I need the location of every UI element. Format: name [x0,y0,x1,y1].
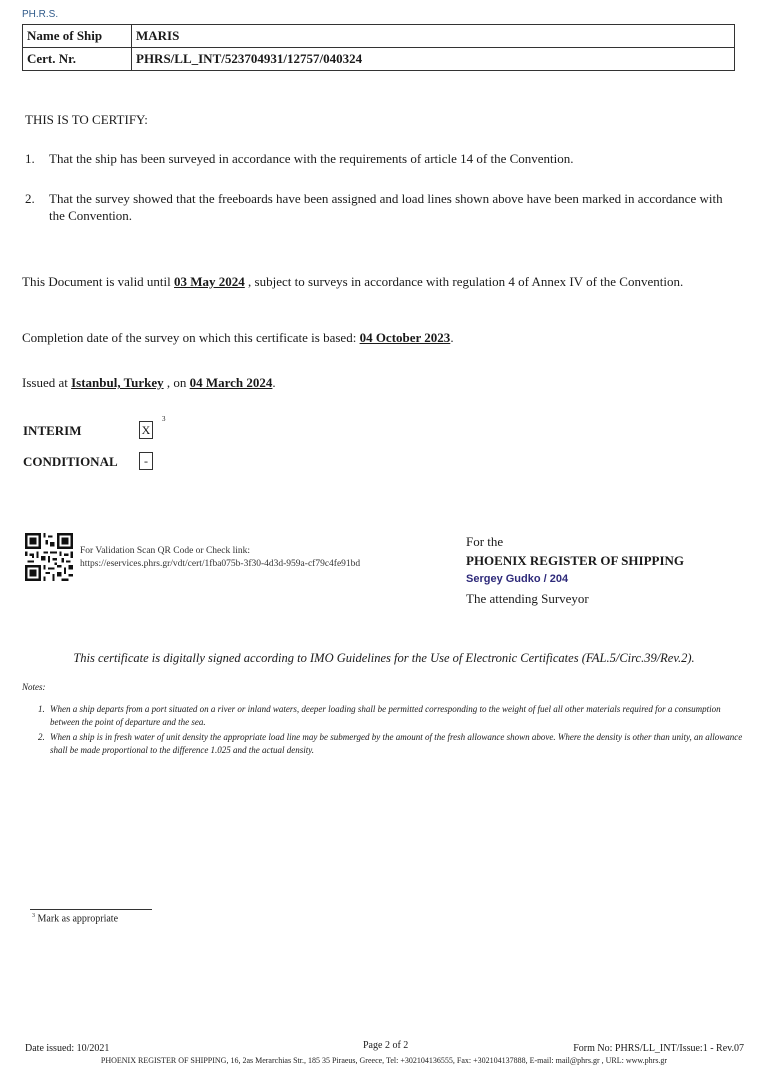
item-number: 2. [25,191,35,206]
validity-statement [22,273,722,290]
brand-label: PH.R.S. [22,9,59,20]
interim-checkbox[interactable]: X [139,421,153,439]
issued-place: Istanbul, Turkey [71,375,164,390]
footnote-text: Mark as appropriate [37,913,119,925]
ship-name-label: Name of Ship [23,25,132,48]
ship-name-row [23,25,735,48]
valid-until-date: 03 May 2024 [174,274,245,289]
note-text: When a ship departs from a port situated on a river or inland waters, deeper loading shall be permitted corresponding to the weight of fuel all other materials required for a consumption between the point of departure and the sea. [50,704,721,727]
note-number: 1. [38,704,45,714]
interim-label: INTERIM [23,423,82,438]
validity-suffix: , subject to surveys in accordance with regulation 4 of Annex IV of the Convention. [244,274,684,289]
footnote-divider [30,909,152,910]
item-text: That the survey showed that the freeboards have been assigned and load lines shown above have been marked in accordance with the Convention. [49,191,723,223]
footnote-ref: 3 [162,415,166,423]
certify-item [25,190,735,224]
validity-prefix: This Document is valid until [22,274,175,289]
certify-intro: THIS IS TO CERTIFY: [25,112,148,127]
surveyor-signature: Sergey Gudko / 204 [466,573,569,585]
ship-name-value: MARIS [132,25,735,48]
item-text: That the ship has been surveyed in accordance with the requirements of article 14 of the Convention. [49,151,574,166]
organization-name: PHOENIX REGISTER OF SHIPPING [466,553,685,568]
issued-statement [22,374,276,391]
cert-number-row [23,48,735,71]
completion-date: 04 October 2023 [359,330,451,345]
notes-list [38,703,748,759]
completion-statement [22,329,454,346]
conditional-checkbox[interactable]: - [139,452,153,470]
cert-number-label: Cert. Nr. [23,48,132,71]
footnote-number: 3 [32,913,35,919]
note-text: When a ship is in fresh water of unit density the appropriate load line may be submerged by the amount of the fresh allowance shown above. Where the density is other than unity, an allowance shall be made proportional to the difference 1.025 and the actual density. [50,732,743,755]
signature-block [466,532,684,608]
conditional-label: CONDITIONAL [23,454,118,469]
issued-suffix: . [272,375,276,390]
issued-date: 04 March 2024 [189,375,273,390]
note-item [38,703,748,729]
note-number: 2. [38,732,45,742]
notes-label: Notes: [22,682,46,692]
issued-mid: , on [163,375,190,390]
surveyor-role: The attending Surveyor [466,591,589,606]
for-the-label: For the [466,534,504,549]
completion-suffix: . [450,330,454,345]
footer-page-number: Page 2 of 2 [363,1040,409,1051]
cert-number-value: PHRS/LL_INT/523704931/12757/040324 [132,48,735,71]
completion-prefix: Completion date of the survey on which this certificate is based: [22,330,360,345]
certify-item [25,150,735,167]
digital-signature-note: This certificate is digitally signed according to IMO Guidelines for the Use of Electronic Certificates (FAL.5/Circ.39/Rev.2). [73,651,695,665]
item-number: 1. [25,151,35,166]
footnote [32,913,118,924]
validation-block [80,545,360,571]
note-item [38,731,748,757]
ship-info-table [22,24,735,71]
issued-prefix: Issued at [22,375,72,390]
validation-instruction: For Validation Scan QR Code or Check link: [80,546,251,556]
footer-form-number: Form No: PHRS/LL_INT/Issue:1 - Rev.07 [573,1043,744,1054]
validation-link[interactable]: https://eservices.phrs.gr/vdt/cert/1fba075b-3f30-4d3d-959a-cf79c4fe91bd [80,559,361,569]
footer-date-issued: Date issued: 10/2021 [25,1043,110,1054]
qr-code-icon[interactable] [25,533,73,581]
footer-address: PHOENIX REGISTER OF SHIPPING, 16, 2as Merarchias Str., 185 35 Piraeus, Greece, Tel: +302104136555, Fax: +302104137888, E-mail: mail@phrs.gr , URL: www.phrs.gr [100,1056,668,1065]
